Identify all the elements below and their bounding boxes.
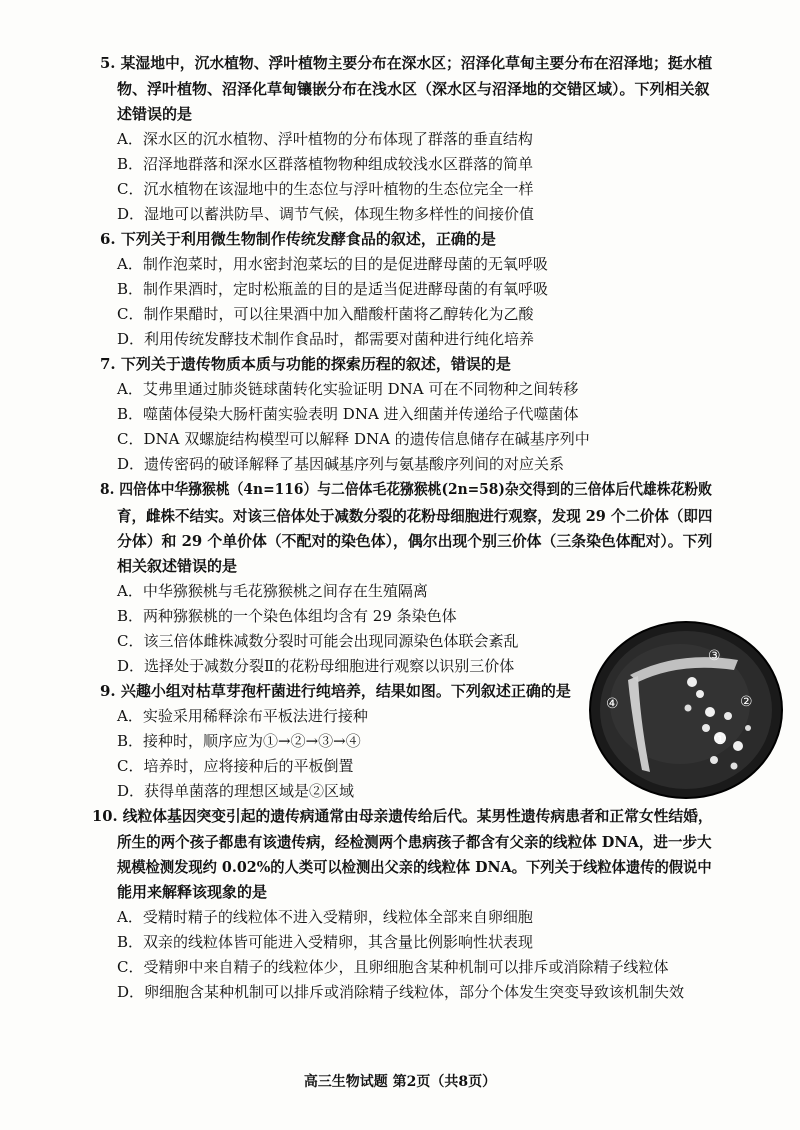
colony xyxy=(702,724,710,732)
colony xyxy=(705,707,715,717)
colony xyxy=(685,705,692,712)
q5-stem-line-1: 5. 某湿地中，沉水植物、浮叶植物主要分布在深水区；沼泽化草甸主要分布在沼泽地；挺水植 xyxy=(100,54,713,72)
region-label-3: ③ xyxy=(708,648,721,664)
q10-stem-line-4: 能用来解释该现象的是 xyxy=(117,883,268,901)
q7-option-a: A．艾弗里通过肺炎链球菌转化实验证明 DNA 可在不同物种之间转移 xyxy=(117,380,579,398)
q10-option-a: A．受精时精子的线粒体不进入受精卵，线粒体全部来自卵细胞 xyxy=(117,908,533,926)
q9-stem-line-1: 9. 兴趣小组对枯草芽孢杆菌进行纯培养，结果如图。下列叙述正确的是 xyxy=(100,682,571,700)
q8-option-b: B．两种猕猴桃的一个染色体组均含有 29 条染色体 xyxy=(117,607,457,625)
q8-option-a: A．中华猕猴桃与毛花猕猴桃之间存在生殖隔离 xyxy=(117,582,428,600)
q8-option-c: C．该三倍体雌株减数分裂时可能会出现同源染色体联会紊乱 xyxy=(117,632,519,650)
q10-stem-line-2: 所生的两个孩子都患有该遗传病，经检测两个患病孩子都含有父亲的线粒体 DNA，进一步大 xyxy=(117,833,712,851)
colony xyxy=(696,690,704,698)
q9-option-a: A．实验采用稀释涂布平板法进行接种 xyxy=(117,707,368,725)
q6-stem-line-1: 6. 下列关于利用微生物制作传统发酵食品的叙述，正确的是 xyxy=(100,230,496,248)
colony xyxy=(733,741,743,751)
q6-option-a: A．制作泡菜时，用水密封泡菜坛的目的是促进酵母菌的无氧呼吸 xyxy=(117,255,548,273)
q10-option-b: B．双亲的线粒体皆可能进入受精卵，其含量比例影响性状表现 xyxy=(117,933,534,951)
q9-number: 9. xyxy=(100,682,116,700)
q8-option-d: D．选择处于减数分裂Ⅱ的花粉母细胞进行观察以识别三价体 xyxy=(117,657,515,675)
colony xyxy=(687,677,697,687)
q5-number: 5. xyxy=(100,54,116,72)
q6-option-d: D．利用传统发酵技术制作食品时，都需要对菌种进行纯化培养 xyxy=(117,330,535,348)
q5-option-d: D．湿地可以蓄洪防旱、调节气候，体现生物多样性的间接价值 xyxy=(117,205,535,223)
q5-option-c: C．沉水植物在该湿地中的生态位与浮叶植物的生态位完全一样 xyxy=(117,180,534,198)
petri-dish-figure xyxy=(588,620,784,800)
q8-stem-line-4: 相关叙述错误的是 xyxy=(117,557,238,575)
q9-option-b: B．接种时，顺序应为①→②→③→④ xyxy=(117,732,361,750)
q9-option-d: D．获得单菌落的理想区域是②区域 xyxy=(117,782,355,800)
q7-stem-line-1: 7. 下列关于遗传物质本质与功能的探索历程的叙述，错误的是 xyxy=(100,355,511,373)
region-label-4: ④ xyxy=(606,696,619,712)
colony xyxy=(745,725,751,731)
page-footer: 高三生物试题 第2页（共8页） xyxy=(303,1074,497,1090)
q7-option-d: D．遗传密码的破译解释了基因碱基序列与氨基酸序列间的对应关系 xyxy=(117,455,565,473)
q6-option-b: B．制作果酒时，定时松瓶盖的目的是适当促进酵母菌的有氧呼吸 xyxy=(117,280,549,298)
q5-stem-line-2: 物、浮叶植物、沼泽化草甸镶嵌分布在浅水区（深水区与沼泽地的交错区域）。下列相关叙 xyxy=(117,80,710,98)
q7-number: 7. xyxy=(100,355,116,373)
colony xyxy=(731,763,738,770)
q8-stem-line-2: 育，雌株不结实。对该三倍体处于减数分裂的花粉母细胞进行观察，发现 29 个二价体（即四 xyxy=(117,507,713,525)
q8-stem-line-1: 8. 四倍体中华猕猴桃（4n=116）与二倍体毛花猕猴桃(2n=58)杂交得到的三倍体后代雄株花粉败 xyxy=(100,480,712,498)
q8-stem-line-3: 分体）和 29 个单价体（不配对的染色体），偶尔出现个别三价体（三条染色体配对）。下列 xyxy=(117,532,713,550)
q7-option-c: C．DNA 双螺旋结构模型可以解释 DNA 的遗传信息储存在碱基序列中 xyxy=(117,430,590,448)
colony xyxy=(724,712,732,720)
q10-stem-line-3: 规模检测发现约 0.02%的人类可以检测出父亲的线粒体 DNA。下列关于线粒体遗传的假说中 xyxy=(117,858,712,876)
q10-stem-line-1: 10. 线粒体基因突变引起的遗传病通常由母亲遗传给后代。某男性遗传病患者和正常女性结婚， xyxy=(92,807,713,825)
q10-option-c: C．受精卵中来自精子的线粒体少，且卵细胞含某种机制可以排斥或消除精子线粒体 xyxy=(117,958,669,976)
region-label-1: ① xyxy=(714,732,727,748)
colony xyxy=(710,756,718,764)
region-label-2: ② xyxy=(740,694,753,710)
q10-option-d: D．卵细胞含某种机制可以排斥或消除精子线粒体，部分个体发生突变导致该机制失效 xyxy=(117,983,685,1001)
q6-number: 6. xyxy=(100,230,116,248)
q9-option-c: C．培养时，应将接种后的平板倒置 xyxy=(117,757,354,775)
q5-option-b: B．沼泽地群落和深水区群落植物物种组成较浅水区群落的简单 xyxy=(117,155,534,173)
q6-option-c: C．制作果醋时，可以往果酒中加入醋酸杆菌将乙醇转化为乙酸 xyxy=(117,305,534,323)
q7-option-b: B．噬菌体侵染大肠杆菌实验表明 DNA 进入细菌并传递给子代噬菌体 xyxy=(117,405,579,423)
q8-number: 8. xyxy=(100,480,115,498)
q5-option-a: A．深水区的沉水植物、浮叶植物的分布体现了群落的垂直结构 xyxy=(117,130,533,148)
q5-stem-line-3: 述错误的是 xyxy=(117,105,193,123)
q10-number: 10. xyxy=(92,807,118,825)
